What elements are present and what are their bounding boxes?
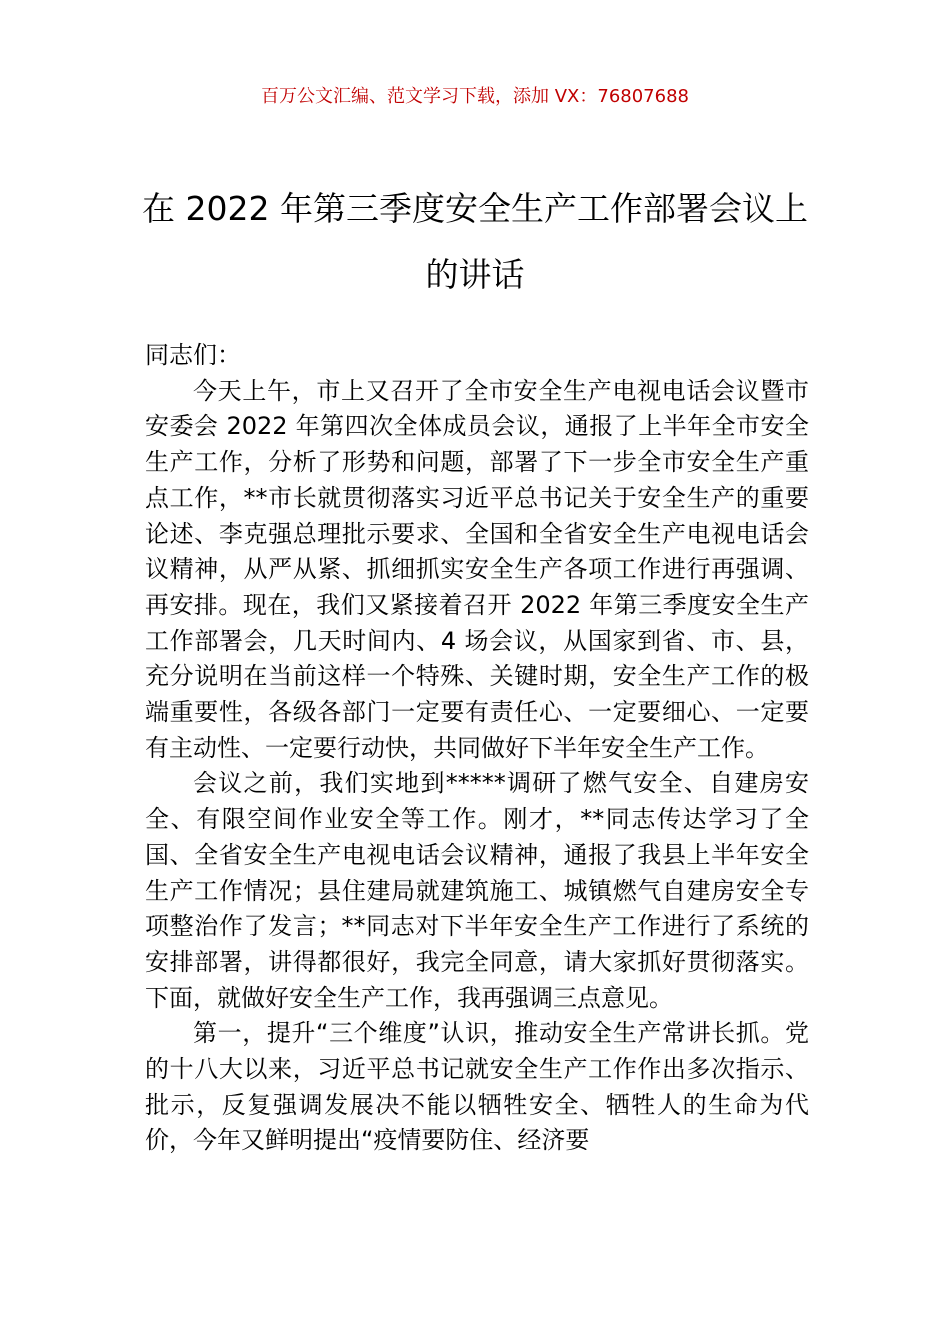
paragraph: 会议之前，我们实地到*****调研了燃气安全、自建房安全、有限空间作业安全等工作。刚才，**同志传达学习了全国、全省安全生产电视电话会议精神，通报了我县上半年安全生产工作情况；县住建局就建筑施工、城镇燃气自建房安全专项整治作了发言；**同志对下半年安全生产工作进行了系统的安排部署，讲得都很好，我完全同意，请大家抓好贯彻落实。下面，就做好安全生产工作，我再强调三点意见。 [145,769,809,1012]
page-title: 在 2022 年第三季度安全生产工作部署会议上的讲话 [142,189,808,294]
header-note: 百万公文汇编、范文学习下载，添加 VX：76807688 [261,86,689,107]
speech-body [145,338,809,1159]
paragraph: 今天上午，市上又召开了全市安全生产电视电话会议暨市安委会 2022 年第四次全体成员会议，通报了上半年全市安全生产工作，分析了形势和问题，部署了下一步全市安全生产重点工作，**市长就贯彻落实习近平总书记关于安全生产的重要论述、李克强总理批示要求、全国和全省安全生产电视电话会议精神，从严从紧、抓细抓实安全生产各项工作进行再强调、再安排。现在，我们又紧接着召开 2022 年第三季度安全生产工作部署会，几天时间内、4 场会议，从国家到省、市、县，充分说明在当前这样一个特殊、关键时期，安全生产工作的极端重要性，各级各部门一定要有责任心、一定要细心、一定要有主动性、一定要行动快，共同做好下半年安全生产工作。 [145,376,809,762]
paragraph: 第一，提升“三个维度”认识，推动安全生产常讲长抓。党的十八大以来，习近平总书记就安全生产工作作出多次指示、批示，反复强调发展决不能以牺牲安全、牺牲人的生命为代价，今年又鲜明提出“疫情要防住、经济要 [145,1019,809,1155]
salutation: 同志们： [145,341,241,369]
